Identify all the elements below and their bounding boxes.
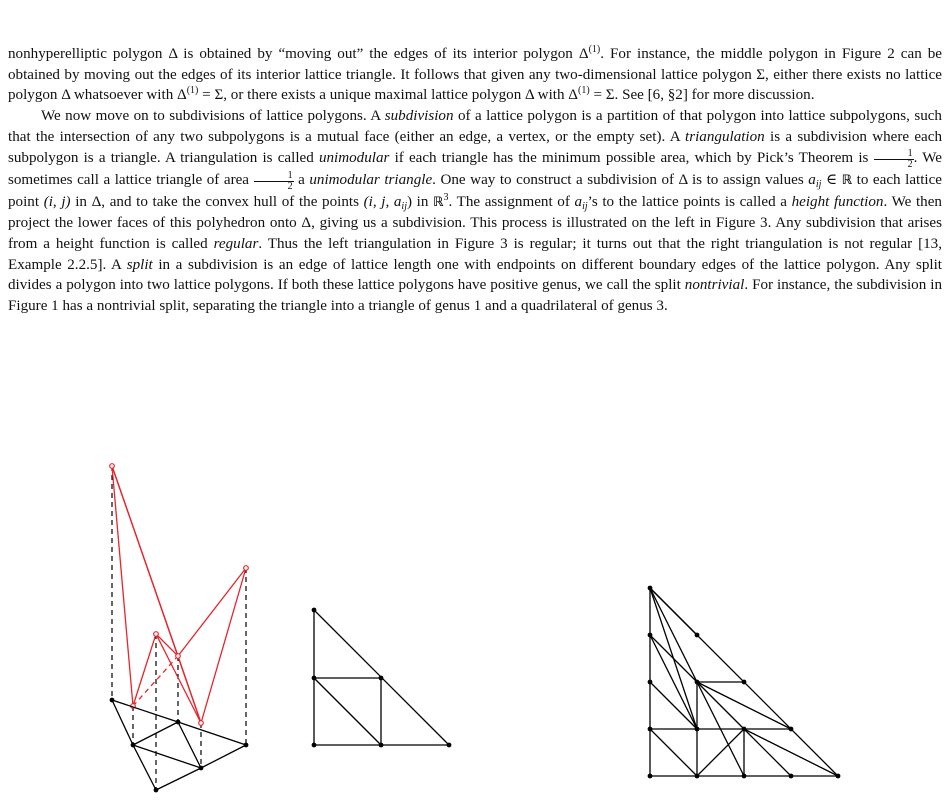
figure-middle-subdivision (305, 602, 455, 752)
lifted-points (110, 464, 249, 726)
fraction-half: $\frac{1}{2}$ (874, 149, 914, 170)
figure-right-triangulation (640, 580, 850, 780)
paragraph-1: nonhyperelliptic polygon Δ is obtained by “moving out” the edges of its interior polygon $\Delta^{(1)}$. For instance, the middle polygon in Figure 2 can be obtained by moving out the edges of its interior lattice triangle. It follows that given any two-dimensional lattice polygon Σ, either there exists no lattice polygon Δ whatsoever with $\Delta^{(1)} = \Sigma$, or there exists a unique maximal lattice polygon Δ with $\Delta^{(1)} = \Sigma$. See [6, §2] for more discussion. (8, 44, 942, 104)
lifted-surface (112, 466, 246, 723)
figure-height-function-lift (100, 455, 260, 795)
fraction-half: $\frac{1}{2}$ (254, 171, 294, 192)
paragraph-2: We now move on to subdivisions of lattice polygons. A subdivision of a lattice polygon is a partition of that polygon into lattice subpolygons, such that the intersection of any two subpolygons is a mutual face (either an edge, a vertex, or the empty set). A triangulation is a subdivision where each subpolygon is a triangle. A triangulation is called unimodular if each triangle has the minimum possible area, which by Pick’s Theorem is $\frac{1}{2}$ . We sometimes call a lattice triangle of area $\frac{1}{2}$ a unimodular triangle. One way to construct a subdivision of Δ is to assign values $a_{ij}$ ∈ ℝ to each lattice point (i, j) in Δ, and to take the convex hull of the points (i, j, $a_{ij}$) in ℝ$^3$. The assignment of $a_{ij}’s$ to the lattice points is called a height function. We then project the lower faces of this polyhedron onto Δ, giving us a subdivision. This process is illustrated on the left in Figure 3. Any subdivision that arises from a height function is called regular. Thus the left triangulation in Figure 3 is regular; it turns out that the right triangulation is not regular [13, Example 2.2.5]. A split in a subdivision is an edge of lattice length one with endpoints on different boundary edges of the lattice polygon. Any split divides a polygon into two lattice polygons. If both these lattice polygons have positive genus, we call the split nontrivial. For instance, the subdivision in Figure 1 has a nontrivial split, separating the triangle into a triangle of genus 1 and a quadrilateral of genus 3. (8, 108, 942, 315)
body-text (8, 44, 942, 317)
vertical-projection-lines (112, 466, 246, 790)
